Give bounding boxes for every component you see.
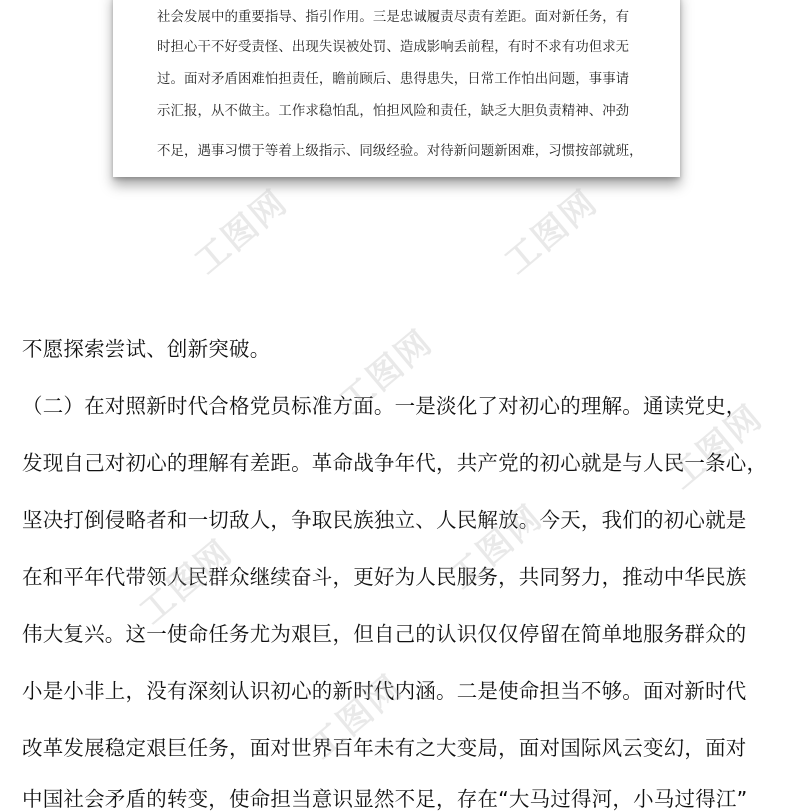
body-text-line: 发现自己对初心的理解有差距。革命战争年代，共产党的初心就是与人民一条心， bbox=[22, 451, 768, 475]
body-text-line: 在和平年代带领人民群众继续奋斗，更好为人民服务，共同努力，推动中华民族 bbox=[22, 565, 747, 589]
card-text-line: 过。面对矛盾困难怕担责任，瞻前顾后、患得患失，日常工作怕出问题，事事请 bbox=[157, 72, 630, 87]
body-text-line: 中国社会矛盾的转变，使命担当意识显然不足，存在“大马过得河，小马过得江” bbox=[22, 787, 748, 811]
body-text-line: 伟大复兴。这一使命任务尤为艰巨，但自己的认识仅仅停留在简单地服务群众的 bbox=[22, 622, 747, 646]
body-text-line: 不愿探索尝试、创新突破。 bbox=[22, 337, 271, 361]
watermark-text: 工图网 bbox=[332, 322, 441, 423]
card-text-line: 时担心干不好受责怪、出现失误被处罚、造成影响丢前程，有时不求有功但求无 bbox=[157, 40, 630, 55]
body-text-line: （二）在对照新时代合格党员标准方面。一是淡化了对初心的理解。通读党史， bbox=[22, 394, 747, 418]
document-preview-card bbox=[113, 0, 680, 177]
watermark-text: 工图网 bbox=[187, 182, 296, 283]
card-text-line: 示汇报，从不做主。工作求稳怕乱，怕担风险和责任，缺乏大胆负责精神、冲劲 bbox=[157, 104, 630, 119]
body-text-line: 改革发展稳定艰巨任务，面对世界百年未有之大变局，面对国际风云变幻，面对 bbox=[22, 736, 747, 760]
watermark-text: 工图网 bbox=[497, 182, 606, 283]
watermark-text: 工图网 bbox=[302, 667, 411, 768]
card-text-line: 社会发展中的重要指导、指引作用。三是忠诚履责尽责有差距。面对新任务，有 bbox=[157, 10, 630, 25]
body-text-line: 坚决打倒侵略者和一切敌人，争取民族独立、人民解放。今天，我们的初心就是 bbox=[22, 508, 747, 532]
watermark-text: 工图网 bbox=[132, 532, 241, 633]
watermark-text: 工图网 bbox=[662, 397, 771, 498]
card-text-line: 不足，遇事习惯于等着上级指示、同级经验。对待新问题新困难，习惯按部就班， bbox=[157, 144, 643, 159]
watermark-text: 工图网 bbox=[442, 497, 551, 598]
body-text-line: 小是小非上，没有深刻认识初心的新时代内涵。二是使命担当不够。面对新时代 bbox=[22, 679, 747, 703]
